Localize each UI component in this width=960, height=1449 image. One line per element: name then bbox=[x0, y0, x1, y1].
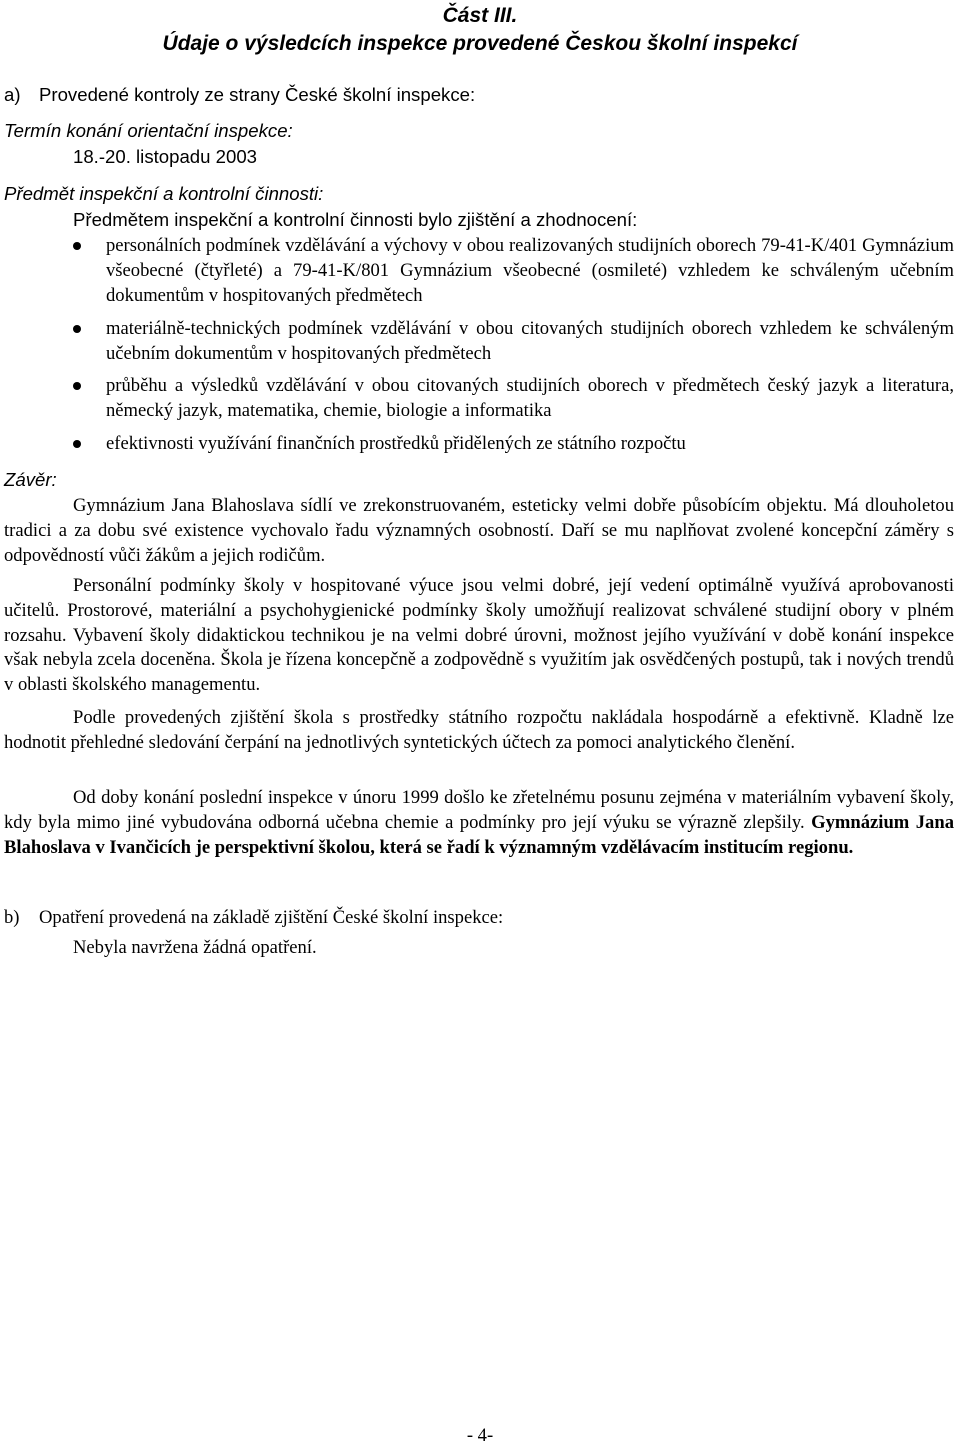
conclusion-label: Závěr: bbox=[4, 469, 57, 490]
section-a-marker: a) bbox=[4, 84, 21, 105]
bullet-icon bbox=[73, 382, 81, 390]
part-title: Část III. bbox=[442, 4, 518, 27]
conclusion-paragraph-3: Podle provedených zjištění škola s prostředky státního rozpočtu nakládala hospodárně a efektivně. Kladně lze hodnotit přehledné sledování čerpání na jednotlivých syntetických účtech za pomoci analytického členění. bbox=[4, 707, 954, 753]
section-b-heading: Opatření provedená na základě zjištění České školní inspekce: bbox=[39, 907, 504, 928]
conclusion-paragraph-2: Personální podmínky školy v hospitované výuce jsou velmi dobré, její vedení optimálně využívá aprobovanosti učitelů. Prostorové, materiální a psychohygienické podmínky školy umožňují realizovat schválené studijní obory v plném rozsahu. Vybavení školy didaktickou technikou je na velmi dobré úrovni, možnost jejího využívání v době konání inspekce však nebyla zcela doceněna. Škola je řízena koncepčně a zodpovědně s využitím jak osvědčených postupů, tak i nových trendů v oblasti školského managementu. bbox=[4, 575, 954, 696]
list-item: efektivnosti využívání finančních prostředků přidělených ze státního rozpočtu bbox=[106, 433, 686, 454]
page-number: - 4- bbox=[466, 1425, 494, 1446]
list-item: personálních podmínek vzdělávání a výchovy v obou realizovaných studijních oborech 79-41-K/401 Gymnázium všeobecné (čtyřleté) a 79-41-K/801 Gymnázium všeobecné (osmileté) vzhledem ke schváleným učebním dokumentům v hospitovaných předmětech bbox=[106, 235, 954, 306]
list-item: materiálně-technických podmínek vzdělávání v obou citovaných studijních oborech vzhledem ke schváleným učebním dokumentům v hospitovaných předmětech bbox=[106, 318, 954, 364]
term-label: Termín konání orientační inspekce: bbox=[4, 120, 293, 141]
section-a-heading: Provedené kontroly ze strany České školní inspekce: bbox=[39, 84, 476, 105]
section-b-text: Nebyla navržena žádná opatření. bbox=[73, 937, 317, 958]
conclusion-paragraph-4 bbox=[4, 786, 954, 860]
bullet-icon bbox=[73, 325, 81, 333]
conclusion-paragraph-4-text: Od doby konání poslední inspekce v únoru 1999 došlo ke zřetelnému posunu zejména v materiálním vybavení školy, kdy byla mimo jiné vybudována odborná učebna chemie a podmínky pro její výuku se výrazně zlepšily. bbox=[4, 787, 954, 833]
section-b-marker: b) bbox=[4, 907, 20, 928]
conclusion-summary: Gymnázium Jana Blahoslava v Ivančicích je perspektivní školou, která se řadí k významným vzdělávacím institucím regionu. bbox=[4, 811, 954, 858]
conclusion-paragraph-1: Gymnázium Jana Blahoslava sídlí ve zrekonstruovaném, esteticky velmi dobře působícím objektu. Má dlouholetou tradici a za dobu své existence vychovalo řadu významných osobností. Daří se mu naplňovat zvolené koncepční záměry s odpovědností vůči žákům a jejich rodičům. bbox=[4, 495, 954, 566]
page-subtitle: Údaje o výsledcích inspekce provedené Českou školní inspekcí bbox=[162, 32, 798, 55]
term-value: 18.-20. listopadu 2003 bbox=[73, 146, 258, 167]
subject-label: Předmět inspekční a kontrolní činnosti: bbox=[4, 183, 324, 204]
bullet-icon bbox=[73, 440, 81, 448]
list-item: průběhu a výsledků vzdělávání v obou citovaných studijních oborech v předmětech český jazyk a literatura, německý jazyk, matematika, chemie, biologie a informatika bbox=[106, 375, 954, 421]
bullet-icon bbox=[73, 242, 81, 250]
subject-intro: Předmětem inspekční a kontrolní činnosti bylo zjištění a zhodnocení: bbox=[73, 209, 638, 230]
